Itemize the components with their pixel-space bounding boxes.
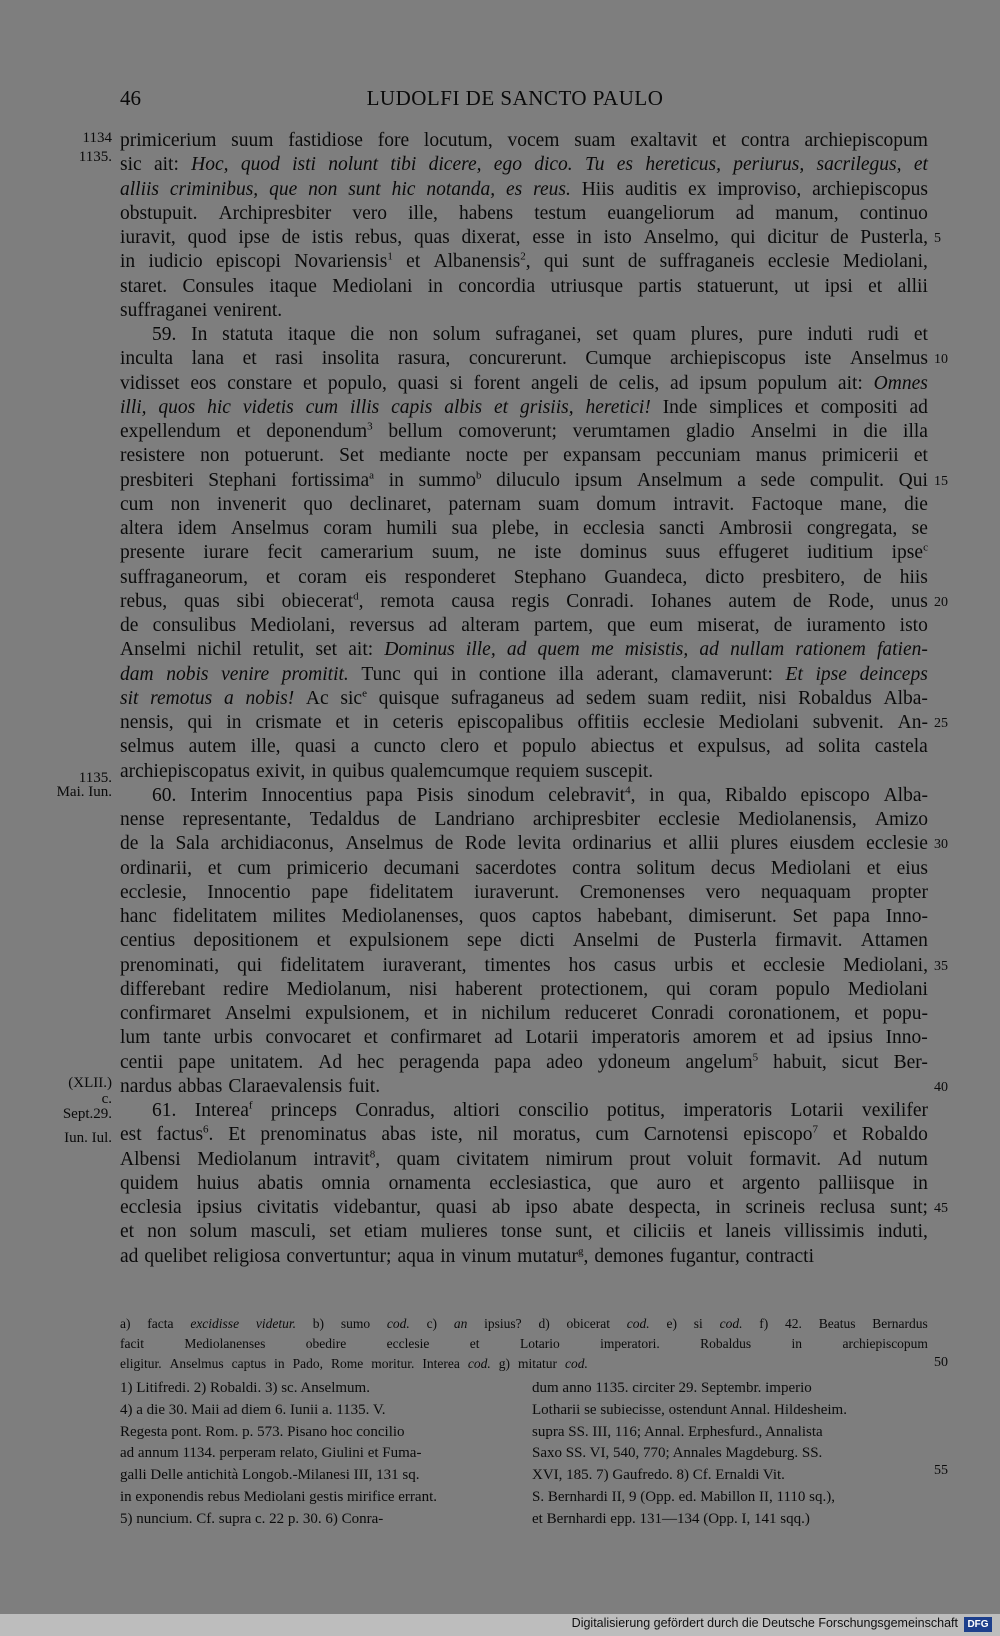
line-number: 40	[934, 1079, 948, 1095]
text-line: Anselmi nichil retulit, set ait: Dominus ille, ad quem me misistis, ad nullam rationem fatien-	[120, 639, 928, 661]
page-number: 46	[120, 86, 141, 110]
text-line: archiepiscopatus exivit, in quibus qualemcumque requiem suscepit.	[120, 760, 654, 782]
text-line: centii pape unitatem. Ad hec peragenda papa adeo ydoneum angelum$^5$ habuit, sicut Ber-	[120, 1051, 928, 1073]
commentary-line: dum anno 1135. circiter 29. Septembr. imperio	[532, 1380, 812, 1396]
text-line: ordinarii, et cum primicerio decumani sacerdotes contra solitum decus Mediolani et eius	[120, 857, 928, 879]
footer-bar	[0, 1614, 1000, 1636]
text-line: 59. In statuta itaque die non solum sufraganei, set quam plures, pure induti rudi et	[152, 324, 928, 345]
commentary-right-column	[532, 1378, 928, 1531]
commentary-line: ad annum 1134. perperam relato, Giulini et Fuma-	[120, 1445, 422, 1462]
line-number: 5	[934, 231, 941, 246]
text-line: Albensi Mediolanum intravit$^8$, quam civitatem nimirum prout voluit formavit. Ad nutum	[120, 1148, 928, 1170]
commentary-line-number: 55	[934, 1463, 948, 1478]
text-line: 60. Interim Innocentius papa Pisis sinodum celebravit$^4$, in qua, Ribaldo episcopo Alba-	[152, 784, 928, 806]
text-line: expellendum et deponendum$^3$ bellum comoverunt; verumtamen gladio Anselmi in die illa	[120, 420, 928, 442]
margin-note: 1134	[82, 130, 112, 146]
commentary-left-column	[120, 1378, 516, 1531]
text-line: altera idem Anselmus coram humili sua plebe, in ecclesia sancti Ambrosii congregata, se	[120, 518, 928, 539]
commentary-line: XVI, 185. 7) Gaufredo. 8) Cf. Ernaldi Vit.	[532, 1467, 785, 1484]
margin-note: Iun. Iul.	[64, 1130, 112, 1146]
text-line: sic ait: Hoc, quod isti nolunt tibi dicere, ego dico. Tu es hereticus, periurus, sacrilegus, et	[120, 154, 928, 176]
margin-note: Mai. Iun.	[56, 784, 112, 800]
text-line: quidem huius abatis omnia ornamenta ecclesiastica, que auro et argento palliisque in	[120, 1172, 928, 1194]
text-line: iuravit, quod ipse de istis rebus, quas dixerat, esse in isto Anselmo, qui dicitur de Pusterla,	[120, 227, 928, 248]
text-line: resistere non potuerunt. Set mediante nocte per expansam peccuniam manus primicerii et	[120, 445, 928, 467]
text-line: staret. Consules itaque Mediolani in concordia utriusque partis statuerunt, ut ipsi et allii	[120, 275, 928, 297]
text-line: presbiteri Stephani fortissima$^a$ in summo$^b$ diluculo ipsum Anselmum a sede compulit. Qui	[120, 469, 928, 491]
commentary-line: in exponendis rebus Mediolani gestis mirifice errant.	[120, 1488, 437, 1505]
text-line: cum non invenerit quo declinaret, paternam suam domum intravit. Factoque mane, die	[120, 493, 928, 515]
text-line: ecclesie, Innocentio pape fidelitatem iuraverunt. Cremonenses vero nequaquam propter	[120, 881, 928, 903]
text-line: illi, quos hic videtis cum illis capis albis et grisiis, heretici! Inde simplices et compositi ad	[120, 396, 928, 418]
commentary-line: supra SS. III, 116; Annal. Erphesfurd., Annalista	[532, 1423, 823, 1440]
page-header	[0, 86, 1000, 116]
critical-line-number: 50	[934, 1355, 948, 1370]
text-line: primicerium suum fastidiose fore locutum, vocem suam exaltavit et contra archiepiscopum	[120, 130, 928, 151]
text-line: lum tante urbis convocaret et confirmaret ad Lotarii imperatoris amorem et ad ipsius Inno-	[120, 1027, 928, 1049]
margin-note: 1135.	[78, 149, 112, 165]
commentary-line: S. Bernhardi II, 9 (Opp. ed. Mabillon II, 1110 sq.),	[532, 1488, 836, 1505]
commentary-line: et Bernhardi epp. 131—134 (Opp. I, 141 sqq.)	[532, 1510, 810, 1527]
text-line: in iudicio episcopi Novariensis$^1$ et Albanensis$^2$, qui sunt de suffraganeis ecclesie Mediolani,	[120, 250, 928, 273]
line-number: 35	[934, 958, 948, 974]
critical-note-line: eligitur. Anselmus captus in Pado, Rome moritur. Interea cod. g) mitatur cod.	[120, 1356, 588, 1371]
commentary-line: 5) nuncium. Cf. supra c. 22 p. 30. 6) Conra-	[120, 1510, 384, 1527]
commentary-line: Saxo SS. VI, 540, 770; Annales Magdeburg. SS.	[532, 1445, 823, 1462]
commentary-line: galli Delle antichità Longob.-Milanesi III, 131 sq.	[120, 1467, 420, 1484]
commentary-line: Lotharii se subiecisse, ostendunt Annal. Hildesheim.	[532, 1401, 847, 1418]
text-line: centius depositionem et expulsionem sepe dicti Anselmi de Pusterla firmavit. Attamen	[120, 930, 928, 952]
text-line: differebant redire Mediolanum, nisi haberent protectionem, qui coram populo Mediolani	[120, 978, 928, 1000]
line-number: 30	[934, 837, 948, 853]
margin-note: (XLII.)	[68, 1075, 112, 1091]
text-line: alliis criminibus, que non sunt hic notanda, es reus. Hiis auditis ex improviso, archiepiscopus	[120, 178, 928, 200]
text-line: suffraganei venirent.	[120, 299, 283, 321]
text-line: nense representante, Tedaldus de Landriano archipresbiter ecclesie Mediolanensis, Amizo	[120, 809, 928, 830]
text-line: 61. Interea$^f$ princeps Conradus, altiori conscilio potitus, imperatoris Lotarii vexilifer	[152, 1099, 928, 1121]
running-title: LUDOLFI DE SANCTO PAULO	[366, 86, 664, 110]
text-line: et non solum masculi, set etiam mulieres tonse sunt, et ciliciis et laneis villissimis induti,	[120, 1221, 928, 1243]
line-number: 15	[934, 473, 948, 489]
critical-note-line: a) facta excidisse videtur. b) sumo cod. c) an ipsius? d) obicerat cod. e) si cod. f) 42. Beatus Bernardus	[120, 1316, 928, 1331]
text-line: obstupuit. Archipresbiter vero ille, habens testum euangeliorum ad manum, continuo	[120, 202, 928, 224]
commentary-line: 4) a die 30. Maii ad diem 6. Iunii a. 1135. V.	[120, 1401, 386, 1418]
text-line: selmus autem ille, quasi a cuncto clero et populo abiectus et expulsus, ad solita castela	[120, 736, 928, 758]
text-line: inculta lana et rasi insolita rasura, concurerunt. Cumque archiepiscopus iste Anselmus	[120, 348, 928, 370]
dfg-logo: DFG	[964, 1617, 992, 1632]
text-line: de la Sala archidiaconus, Anselmus de Rode levita ordinarius et allii plures eiusdem ecclesie	[120, 833, 928, 855]
text-line: presente iurare fecit camerarium suum, ne iste dominus suus effugeret iuditium ipse$^c$	[120, 541, 928, 564]
text-line: vidisset eos constare et populo, quasi si forent angeli de celis, ad ipsum populum ait: Omnes	[120, 372, 928, 394]
main-text	[120, 129, 928, 1269]
text-line: nensis, qui in crismate et in ceteris episcopalibus offitiis ecclesie Mediolani subvenit. An-	[120, 712, 928, 733]
text-line: ad quelibet religiosa convertuntur; aqua in vinum mutatur$^g$, demones fugantur, contracti	[120, 1245, 815, 1267]
critical-note-line: facit Mediolanenses obedire ecclesie et Lotario imperatori. Robaldus in archiepiscopum	[120, 1336, 928, 1351]
text-line: nardus abbas Claraevalensis fuit.	[120, 1075, 381, 1097]
line-number: 20	[934, 594, 948, 610]
margin-note: c. Sept.29.	[62, 1091, 112, 1122]
text-line: prenominati, qui fidelitatem iuraverant, timentes hos casus urbis et ecclesie Mediolani,	[120, 954, 928, 976]
text-line: confirmaret Anselmi expulsionem, et in nichilum reduceret Conradi coronationem, et popu-	[120, 1003, 928, 1024]
text-line: de consulibus Mediolani, reversus ad alteram partem, que eum miserat, de iuramento isto	[120, 615, 928, 636]
text-line: sit remotus a nobis! Ac sic$^e$ quisque sufraganeus ad sedem suam rediit, nisi Robaldus Alba-	[120, 687, 928, 709]
text-line: dam nobis venire promitit. Tunc qui in contione illa aderant, clamaverunt: Et ipse deinceps	[120, 663, 928, 685]
footer-text: Digitalisierung gefördert durch die Deutsche Forschungsgemeinschaft	[571, 1616, 958, 1630]
line-number: 10	[934, 352, 948, 368]
margin-note: 1135.	[78, 770, 112, 786]
text-line: rebus, quas sibi obiecerat$^d$, remota causa regis Conradi. Iohanes autem de Rode, unus	[120, 590, 928, 612]
text-line: suffraganeorum, et coram eis responderet Stephano Guandeca, dicto presbitero, de hiis	[120, 566, 928, 588]
line-number: 45	[934, 1201, 948, 1216]
text-line: est factus$^6$. Et prenominatus abas iste, nil moratus, cum Carnotensi episcopo$^7$ et Robaldo	[120, 1123, 928, 1146]
line-number: 25	[934, 716, 948, 731]
commentary-line: Regesta pont. Rom. p. 573. Pisano hoc concilio	[120, 1423, 405, 1440]
critical-apparatus	[120, 1314, 928, 1374]
commentary-line: 1) Litifredi. 2) Robaldi. 3) sc. Anselmum.	[120, 1380, 370, 1396]
text-line: ecclesia ipsius civitatis videbantur, quasi ab ipso abate despecta, in scrineis reclusa sunt;	[120, 1197, 928, 1218]
text-line: hanc fidelitatem milites Mediolanenses, quos captos habebant, dimiserunt. Set papa Inno-	[120, 906, 928, 927]
